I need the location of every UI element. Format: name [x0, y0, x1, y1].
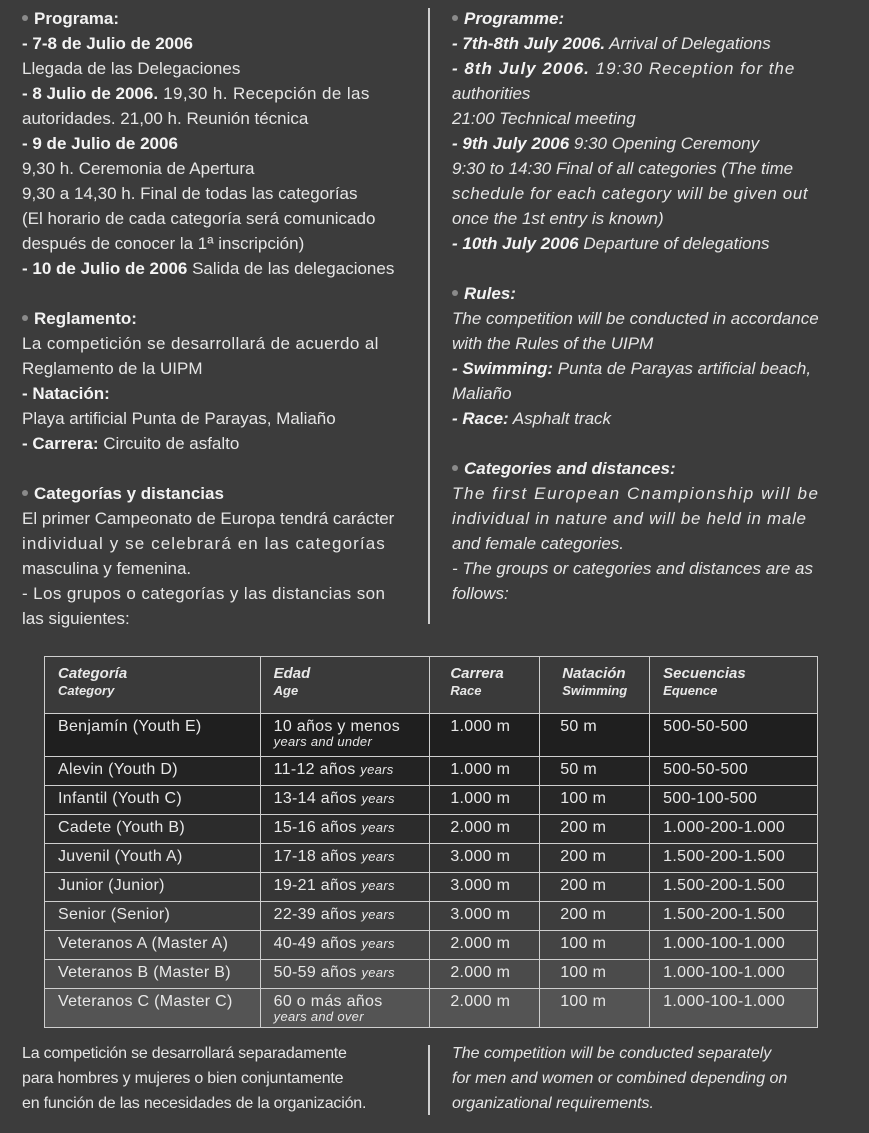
cell-race: 2.000 m — [430, 989, 540, 1028]
text-line: Maliaño — [452, 384, 512, 403]
cell-swimming: 200 m — [540, 844, 650, 873]
section-programme — [452, 6, 837, 256]
bullet-icon — [22, 490, 28, 496]
header-swimming: Natación Swimming — [540, 657, 650, 714]
table-row — [45, 757, 818, 786]
table-row — [45, 902, 818, 931]
text-line: with the Rules of the UIPM — [452, 334, 654, 353]
text-line: The first European Cnampionship will be — [452, 484, 820, 503]
bullet-icon — [22, 315, 28, 321]
section-heading: Programa: — [22, 6, 408, 31]
section-heading: Reglamento: — [22, 306, 408, 331]
table-row — [45, 815, 818, 844]
cell-category: Veteranos C (Master C) — [45, 989, 261, 1028]
text-line: schedule for each category will be given out — [452, 184, 809, 203]
cell-category: Veteranos A (Master A) — [45, 931, 261, 960]
cell-swimming: 100 m — [540, 931, 650, 960]
bullet-icon — [22, 15, 28, 21]
text-line: - 8th July 2006. 19:30 Reception for the — [452, 59, 796, 78]
footer-english — [452, 1041, 852, 1116]
footer-divider — [428, 1045, 430, 1115]
text-line: 9:30 to 14:30 Final of all categories (The time — [452, 159, 794, 178]
text-line: La competición se desarrollará de acuerdo al — [22, 334, 379, 353]
text-line: - 10 de Julio de 2006 Salida de las delegaciones — [22, 259, 395, 278]
cell-swimming: 50 m — [540, 714, 650, 757]
cell-race: 1.000 m — [430, 786, 540, 815]
text-line: - 10th July 2006 Departure of delegations — [452, 234, 770, 253]
spanish-column — [22, 6, 408, 656]
cell-race: 1.000 m — [430, 757, 540, 786]
text-line: las siguientes: — [22, 609, 130, 628]
footer-line: The competition will be conducted separately — [452, 1045, 772, 1062]
cell-race: 2.000 m — [430, 815, 540, 844]
categories-table — [44, 656, 818, 1028]
cell-swimming: 200 m — [540, 873, 650, 902]
cell-swimming: 100 m — [540, 989, 650, 1028]
text-line: 9,30 a 14,30 h. Final de todas las categorías — [22, 184, 358, 203]
table-header-row — [45, 657, 818, 714]
cell-swimming: 100 m — [540, 960, 650, 989]
section-programa — [22, 6, 408, 281]
section-heading: Categorías y distancias — [22, 481, 408, 506]
cell-swimming: 100 m — [540, 786, 650, 815]
header-age: Edad Age — [260, 657, 430, 714]
cell-sequence: 500-100-500 — [650, 786, 818, 815]
section-reglamento — [22, 306, 408, 456]
footer-line: en función de las necesidades de la organización. — [22, 1095, 367, 1112]
table-row — [45, 960, 818, 989]
text-line: authorities — [452, 84, 531, 103]
table-row — [45, 989, 818, 1028]
cell-sequence: 1.000-100-1.000 — [650, 960, 818, 989]
text-line: - Los grupos o categorías y las distancias son — [22, 584, 386, 603]
text-line: - 7-8 de Julio de 2006 — [22, 34, 194, 53]
text-line: - 7th-8th July 2006. Arrival of Delegations — [452, 34, 771, 53]
text-line: autoridades. 21,00 h. Reunión técnica — [22, 109, 309, 128]
text-line: - Race: Asphalt track — [452, 409, 612, 428]
text-line: masculina y femenina. — [22, 559, 192, 578]
text-line: El primer Campeonato de Europa tendrá carácter — [22, 509, 395, 528]
text-line: - Swimming: Punta de Parayas artificial beach, — [452, 359, 812, 378]
footer-spanish — [22, 1041, 414, 1116]
cell-category: Juvenil (Youth A) — [45, 844, 261, 873]
cell-age: 10 años y menos years and under — [260, 714, 430, 757]
text-line: individual y se celebrará en las categorías — [22, 534, 386, 553]
header-category: Categoría Category — [45, 657, 261, 714]
column-divider — [428, 8, 430, 624]
section-categorias — [22, 481, 408, 631]
text-line: follows: — [452, 584, 509, 603]
section-heading: Rules: — [452, 281, 837, 306]
section-heading: Programme: — [452, 6, 837, 31]
cell-age: 13-14 años years — [260, 786, 430, 815]
header-sequence: Secuencias Equence — [650, 657, 818, 714]
cell-age: 11-12 años years — [260, 757, 430, 786]
cell-sequence: 500-50-500 — [650, 757, 818, 786]
cell-sequence: 1.500-200-1.500 — [650, 873, 818, 902]
cell-swimming: 200 m — [540, 902, 650, 931]
text-line: Playa artificial Punta de Parayas, Maliaño — [22, 409, 336, 428]
footer-line: La competición se desarrollará separadamente — [22, 1045, 347, 1062]
cell-sequence: 1.000-100-1.000 — [650, 931, 818, 960]
footer-line: for men and women or combined depending on — [452, 1070, 788, 1087]
text-line: 9,30 h. Ceremonia de Apertura — [22, 159, 255, 178]
cell-age: 50-59 años years — [260, 960, 430, 989]
text-line: Reglamento de la UIPM — [22, 359, 203, 378]
text-line: 21:00 Technical meeting — [452, 109, 636, 128]
cell-race: 3.000 m — [430, 902, 540, 931]
cell-race: 1.000 m — [430, 714, 540, 757]
bullet-icon — [452, 465, 458, 471]
cell-sequence: 1.500-200-1.500 — [650, 902, 818, 931]
section-heading: Categories and distances: — [452, 456, 837, 481]
text-line: and female categories. — [452, 534, 624, 553]
cell-age: 17-18 años years — [260, 844, 430, 873]
footer-line: organizational requirements. — [452, 1095, 654, 1112]
cell-sequence: 1.500-200-1.500 — [650, 844, 818, 873]
cell-category: Alevin (Youth D) — [45, 757, 261, 786]
cell-race: 2.000 m — [430, 931, 540, 960]
bullet-icon — [452, 290, 458, 296]
cell-swimming: 50 m — [540, 757, 650, 786]
cell-race: 2.000 m — [430, 960, 540, 989]
cell-category: Veteranos B (Master B) — [45, 960, 261, 989]
text-line: después de conocer la 1ª inscripción) — [22, 234, 305, 253]
text-line: (El horario de cada categoría será comunicado — [22, 209, 376, 228]
text-line: - 9 de Julio de 2006 — [22, 134, 178, 153]
text-line: The competition will be conducted in accordance — [452, 309, 819, 328]
cell-category: Infantil (Youth C) — [45, 786, 261, 815]
bullet-icon — [452, 15, 458, 21]
cell-age: 15-16 años years — [260, 815, 430, 844]
text-line: - 9th July 2006 9:30 Opening Ceremony — [452, 134, 760, 153]
text-line: - Carrera: Circuito de asfalto — [22, 434, 240, 453]
header-race: Carrera Race — [430, 657, 540, 714]
cell-category: Cadete (Youth B) — [45, 815, 261, 844]
english-column — [452, 6, 837, 631]
section-rules — [452, 281, 837, 431]
cell-age: 19-21 años years — [260, 873, 430, 902]
text-line: once the 1st entry is known) — [452, 209, 664, 228]
table-row — [45, 873, 818, 902]
cell-sequence: 500-50-500 — [650, 714, 818, 757]
cell-race: 3.000 m — [430, 844, 540, 873]
cell-race: 3.000 m — [430, 873, 540, 902]
text-line: Llegada de las Delegaciones — [22, 59, 241, 78]
cell-sequence: 1.000-200-1.000 — [650, 815, 818, 844]
text-line: - 8 Julio de 2006. 19,30 h. Recepción de las — [22, 84, 370, 103]
cell-age: 22-39 años years — [260, 902, 430, 931]
section-categories — [452, 456, 837, 606]
cell-category: Junior (Junior) — [45, 873, 261, 902]
table-row — [45, 786, 818, 815]
text-line: - Natación: — [22, 384, 110, 403]
table-row — [45, 844, 818, 873]
text-line: - The groups or categories and distances are as — [452, 559, 813, 578]
cell-age: 60 o más años years and over — [260, 989, 430, 1028]
table-row — [45, 714, 818, 757]
cell-category: Benjamín (Youth E) — [45, 714, 261, 757]
cell-swimming: 200 m — [540, 815, 650, 844]
table-row — [45, 931, 818, 960]
cell-sequence: 1.000-100-1.000 — [650, 989, 818, 1028]
cell-age: 40-49 años years — [260, 931, 430, 960]
text-line: individual in nature and will be held in male — [452, 509, 807, 528]
footer-line: para hombres y mujeres o bien conjuntamente — [22, 1070, 344, 1087]
cell-category: Senior (Senior) — [45, 902, 261, 931]
